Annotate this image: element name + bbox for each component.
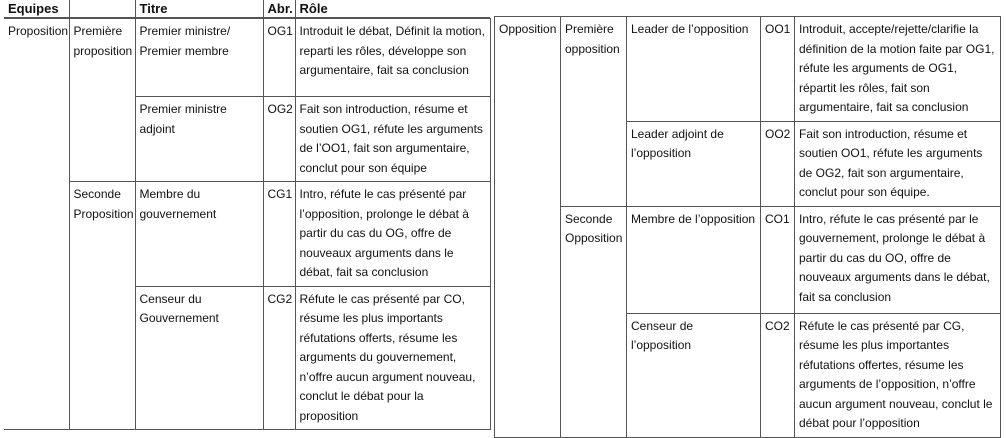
group-premiere-proposition: Première proposition: [69, 19, 135, 182]
team-opposition: Opposition: [495, 17, 561, 438]
role-title: Censeur du Gouvernement: [135, 286, 263, 430]
header-titre: Titre: [135, 0, 263, 18]
role-abbr: CG2: [263, 286, 295, 430]
role-title: Membre de l’opposition: [627, 206, 761, 313]
role-title: Premier ministre/ Premier membre: [135, 19, 263, 97]
role-abbr: OO1: [761, 17, 795, 122]
role-abbr: CG1: [263, 182, 295, 287]
role-abbr: CO2: [761, 313, 795, 437]
header-role: Rôle: [295, 0, 490, 18]
group-seconde-proposition: Seconde Proposition: [69, 182, 135, 430]
role-description: Fait son introduction, résume et soutien OO1, réfute les arguments de OG2, fait son argumentaire, conclut pour son équipe.: [795, 121, 1001, 206]
role-abbr: OG1: [263, 19, 295, 97]
header-blank: [69, 0, 135, 18]
role-description: Introduit, accepte/rejette/clarifie la définition de la motion faite par OG1, réfute les arguments de OG1, répartit les rôles, fait son argumentaire, fait sa conclusion: [795, 17, 1001, 122]
role-description: Réfute le cas présenté par CG, résume les plus importantes réfutations offertes, résume les arguments de l’opposition, n’offre aucun argument nouveau, conclut le débat pour l’opposition: [795, 313, 1001, 437]
opposition-table: [494, 16, 1001, 438]
group-seconde-opposition: Seconde Opposition: [561, 206, 627, 437]
role-description: Fait son introduction, résume et soutien OG1, réfute les arguments de l’OO1, fait son argumentaire, conclut pour son équipe: [295, 97, 490, 182]
proposition-table: [4, 18, 491, 430]
role-title: Membre du gouvernement: [135, 182, 263, 287]
role-abbr: OG2: [263, 97, 295, 182]
header-equipes: Equipes: [4, 0, 69, 18]
role-title: Leader adjoint de l’opposition: [627, 121, 761, 206]
role-abbr: CO1: [761, 206, 795, 313]
role-title: Premier ministre adjoint: [135, 97, 263, 182]
left-header-row: [4, 0, 490, 18]
role-description: Intro, réfute le cas présenté par le gouvernement, prolonge le débat à partir du cas du OO, offre de nouveaux arguments dans le débat, fait sa conclusion: [795, 206, 1001, 313]
group-premiere-opposition: Première opposition: [561, 17, 627, 207]
role-description: Intro, réfute le cas présenté par l’opposition, prolonge le débat à partir du cas du OG, offre de nouveaux arguments dans le débat, fait sa conclusion: [295, 182, 490, 287]
role-title: Censeur de l’opposition: [627, 313, 761, 437]
team-proposition: Proposition: [4, 19, 69, 430]
role-title: Leader de l’opposition: [627, 17, 761, 122]
header-abr: Abr.: [263, 0, 295, 18]
role-abbr: OO2: [761, 121, 795, 206]
role-description: Réfute le cas présenté par CO, résume les plus importants réfutations offerts, résume les arguments du gouvernement, n’offre aucun argument nouveau, conclut le débat pour la proposition: [295, 286, 490, 430]
role-description: Introduit le débat, Définit la motion, reparti les rôles, développe son argumentaire, fait sa conclusion: [295, 19, 490, 97]
